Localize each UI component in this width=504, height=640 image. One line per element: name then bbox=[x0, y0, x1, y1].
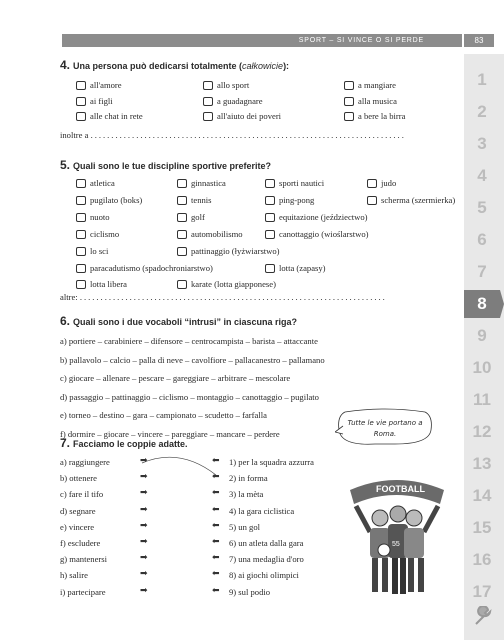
checkbox[interactable] bbox=[177, 280, 187, 289]
checkbox-option[interactable] bbox=[265, 229, 369, 239]
checkbox-option[interactable] bbox=[203, 111, 281, 121]
title-text: Quali sono le tue discipline sportive preferite? bbox=[73, 161, 272, 171]
question-number: 4. bbox=[60, 58, 71, 72]
checkbox[interactable] bbox=[76, 112, 86, 121]
checkbox[interactable] bbox=[265, 179, 275, 188]
checkbox[interactable] bbox=[76, 97, 86, 106]
tab-chapter-6[interactable]: 6 bbox=[477, 230, 487, 249]
match-right-item: 2) in forma bbox=[229, 473, 268, 484]
arrow-right-icon[interactable]: ➡ bbox=[140, 472, 148, 483]
option-label: canottaggio (wioślarstwo) bbox=[279, 229, 369, 239]
checkbox[interactable] bbox=[367, 196, 377, 205]
option-label: tennis bbox=[191, 195, 212, 205]
checkbox-option[interactable] bbox=[76, 96, 113, 106]
arrow-right-icon[interactable]: ➡ bbox=[140, 585, 148, 596]
question-7-title bbox=[60, 436, 188, 450]
tab-chapter-15[interactable]: 15 bbox=[472, 518, 492, 537]
option-label: ginnastica bbox=[191, 178, 226, 188]
option-label: lo sci bbox=[90, 246, 109, 256]
option-label: karate (lotta giapponese) bbox=[191, 279, 276, 289]
intruder-row: c) giocare – allenare – pescare – gareggiare – arbitrare – mescolare bbox=[60, 373, 291, 384]
tab-chapter-5[interactable]: 5 bbox=[477, 198, 487, 217]
fans-illustration-icon bbox=[340, 462, 452, 602]
intruder-row: a) portiere – carabiniere – difensore – centrocampista – barista – attaccante bbox=[60, 336, 318, 346]
option-label: judo bbox=[381, 178, 397, 188]
option-label: sporti nautici bbox=[279, 178, 325, 188]
checkbox[interactable] bbox=[265, 264, 275, 273]
match-left-item: d) segnare bbox=[60, 505, 96, 516]
arrow-right-icon[interactable]: ➡ bbox=[140, 537, 148, 547]
checkbox-option[interactable] bbox=[76, 80, 122, 90]
arrow-right-icon[interactable]: ➡ bbox=[140, 520, 148, 531]
other-label: altre: bbox=[60, 292, 78, 302]
checkbox[interactable] bbox=[76, 213, 86, 222]
title-translation: całkowicie bbox=[242, 61, 284, 71]
arrow-right-icon[interactable]: ➡ bbox=[140, 504, 148, 515]
checkbox[interactable] bbox=[177, 230, 187, 239]
q4-other-line bbox=[60, 130, 406, 140]
option-label: lotta (zapasy) bbox=[279, 263, 326, 273]
checkbox-option[interactable] bbox=[76, 263, 213, 273]
match-right-item: 1) per la squadra azzurra bbox=[229, 457, 314, 467]
checkbox[interactable] bbox=[344, 81, 354, 90]
checkbox-option[interactable] bbox=[177, 212, 205, 222]
tab-chapter-8[interactable]: 8 bbox=[464, 290, 500, 318]
arrow-left-icon[interactable]: ⬅ bbox=[212, 504, 220, 515]
checkbox-option[interactable] bbox=[344, 80, 396, 90]
checkbox-option[interactable] bbox=[265, 212, 368, 222]
option-label: a mangiare bbox=[358, 80, 396, 90]
checkbox-option[interactable] bbox=[76, 229, 119, 239]
tab-chapter-4[interactable]: 4 bbox=[477, 166, 487, 185]
option-label: pattinaggio (łyżwiarstwo) bbox=[191, 246, 280, 256]
match-left-item: g) mantenersi bbox=[60, 554, 108, 565]
checkbox[interactable] bbox=[265, 230, 275, 239]
checkbox-option[interactable] bbox=[203, 80, 249, 90]
match-left-item: a) raggiungere bbox=[60, 457, 110, 467]
title-text: Una persona può dedicarsi totalmente ( bbox=[73, 61, 243, 71]
checkbox-option[interactable] bbox=[265, 195, 314, 205]
intruder-row: e) torneo – destino – gara – campionato – scudetto – farfalla bbox=[60, 410, 267, 421]
checkbox[interactable] bbox=[76, 264, 86, 273]
checkbox[interactable] bbox=[76, 81, 86, 90]
tab-chapter-11[interactable]: 11 bbox=[473, 390, 491, 409]
match-right-item: 8) ai giochi olimpici bbox=[229, 570, 299, 581]
option-label: a bere la birra bbox=[358, 111, 406, 121]
checkbox[interactable] bbox=[344, 112, 354, 121]
checkbox[interactable] bbox=[76, 280, 86, 289]
option-label: all'amore bbox=[90, 80, 122, 90]
checkbox[interactable] bbox=[203, 112, 213, 121]
speech-bubble-text: Tutte le vie portano a Roma. bbox=[347, 419, 423, 438]
tab-chapter-3[interactable]: 3 bbox=[477, 134, 487, 153]
checkbox-option[interactable] bbox=[177, 195, 212, 205]
intruder-row: b) pallavolo – calcio – palla di neve – cavolfiore – pallacanestro – pallamano bbox=[60, 354, 325, 365]
tab-chapter-17[interactable]: 17 bbox=[472, 582, 492, 601]
checkbox[interactable] bbox=[76, 179, 86, 188]
option-label: ciclismo bbox=[90, 229, 120, 239]
checkbox[interactable] bbox=[76, 196, 86, 205]
checkbox-option[interactable] bbox=[76, 178, 115, 188]
checkbox[interactable] bbox=[265, 196, 275, 205]
checkbox-option[interactable] bbox=[76, 212, 110, 222]
checkbox-option[interactable] bbox=[265, 263, 326, 273]
option-label: nuoto bbox=[90, 212, 110, 222]
match-left-item: c) fare il tifo bbox=[60, 489, 104, 500]
option-label: paracadutismo (spadochroniarstwo) bbox=[90, 263, 213, 273]
arrow-left-icon[interactable]: ⬅ bbox=[212, 537, 220, 547]
checkbox-option[interactable] bbox=[177, 229, 243, 239]
arrow-right-icon[interactable]: ➡ bbox=[140, 488, 148, 499]
tab-chapter-2[interactable]: 2 bbox=[477, 102, 487, 121]
tab-chapter-7[interactable]: 7 bbox=[477, 262, 487, 281]
checkbox[interactable] bbox=[177, 196, 187, 205]
checkbox[interactable] bbox=[265, 213, 275, 222]
checkbox[interactable] bbox=[203, 81, 213, 90]
arrow-left-icon[interactable]: ⬅ bbox=[212, 585, 220, 596]
question-number: 6. bbox=[60, 314, 71, 328]
tab-chapter-12[interactable]: 12 bbox=[472, 422, 492, 441]
arrow-left-icon[interactable]: ⬅ bbox=[212, 472, 220, 483]
match-left-item: i) partecipare bbox=[60, 586, 106, 597]
arrow-left-icon[interactable]: ⬅ bbox=[212, 553, 220, 564]
other-label: inoltre a bbox=[60, 130, 89, 140]
fill-in-dots[interactable]: .......................................................................... bbox=[79, 292, 387, 302]
option-label: lotta libera bbox=[90, 279, 127, 289]
checkbox-option[interactable] bbox=[177, 178, 226, 188]
tab-chapter-1[interactable]: 1 bbox=[477, 70, 487, 89]
title-text: Facciamo le coppie adatte. bbox=[73, 439, 188, 449]
question-6-title bbox=[60, 314, 297, 328]
match-left-item: e) vincere bbox=[60, 521, 95, 532]
chapter-header bbox=[62, 34, 462, 47]
checkbox-option[interactable] bbox=[344, 111, 405, 121]
option-label: automobilismo bbox=[191, 229, 243, 239]
q5-other-line bbox=[60, 292, 387, 302]
checkbox-option[interactable] bbox=[76, 279, 127, 289]
checkbox-option[interactable] bbox=[344, 96, 397, 106]
checkbox[interactable] bbox=[367, 179, 377, 188]
match-left-item: b) ottenere bbox=[60, 473, 97, 484]
checkbox[interactable] bbox=[344, 97, 354, 106]
option-label: ping-pong bbox=[279, 195, 315, 205]
banner-text: FOOTBALL bbox=[376, 484, 425, 494]
tab-chapter-9[interactable]: 9 bbox=[477, 326, 487, 345]
checkbox[interactable] bbox=[76, 230, 86, 239]
match-left-item: h) salire bbox=[60, 570, 88, 581]
checkbox-option[interactable] bbox=[367, 178, 396, 188]
option-label: golf bbox=[191, 212, 205, 222]
intruder-row: d) passaggio – pattinaggio – ciclismo – montaggio – canottaggio – pugilato bbox=[60, 391, 319, 402]
fill-in-dots[interactable]: ............................................................................ bbox=[90, 130, 406, 140]
checkbox-option[interactable] bbox=[76, 195, 142, 205]
wrench-icon[interactable] bbox=[472, 606, 494, 628]
checkbox[interactable] bbox=[177, 179, 187, 188]
checkbox-option[interactable] bbox=[76, 246, 108, 256]
arrow-right-icon[interactable]: ➡ bbox=[140, 553, 148, 564]
option-label: alle chat in rete bbox=[90, 111, 143, 121]
question-number: 7. bbox=[60, 436, 71, 450]
arrow-right-icon[interactable]: ➡ bbox=[140, 569, 148, 580]
checkbox[interactable] bbox=[177, 213, 187, 222]
arrow-left-icon[interactable]: ⬅ bbox=[212, 488, 220, 499]
page-number: 83 bbox=[464, 34, 494, 47]
option-label: all'aiuto dei poveri bbox=[217, 111, 282, 121]
checkbox[interactable] bbox=[203, 97, 213, 106]
option-label: equitazione (jeździectwo) bbox=[279, 212, 368, 222]
arrow-left-icon[interactable]: ⬅ bbox=[212, 569, 220, 580]
match-right-item: 9) sul podio bbox=[229, 586, 271, 597]
title-text-end: ): bbox=[283, 61, 290, 71]
match-right-item: 6) un atleta dalla gara bbox=[229, 538, 304, 548]
tab-chapter-13[interactable]: 13 bbox=[472, 454, 492, 473]
tab-chapter-16[interactable]: 16 bbox=[472, 550, 492, 569]
checkbox-option[interactable] bbox=[76, 111, 143, 121]
option-label: pugilato (boks) bbox=[90, 195, 143, 205]
match-right-item: 3) la mèta bbox=[229, 489, 264, 500]
chapter-tabs bbox=[464, 54, 504, 640]
checkbox-option[interactable] bbox=[367, 195, 455, 205]
option-label: allo sport bbox=[217, 80, 250, 90]
arrow-left-icon[interactable]: ⬅ bbox=[212, 456, 220, 466]
svg-text:55: 55 bbox=[392, 541, 400, 548]
chapter-title: SPORT – SI VINCE O SI PERDE bbox=[298, 37, 424, 44]
match-right-item: 7) una medaglia d'oro bbox=[229, 554, 304, 565]
tab-chapter-14[interactable]: 14 bbox=[472, 486, 492, 505]
title-text: Quali sono i due vocaboli “intrusi” in ciascuna riga? bbox=[73, 317, 298, 327]
option-label: a guadagnare bbox=[217, 96, 263, 106]
option-label: alla musica bbox=[358, 96, 397, 106]
checkbox-option[interactable] bbox=[177, 246, 280, 256]
arrow-right-icon[interactable]: ➡ bbox=[140, 456, 148, 466]
match-right-item: 5) un gol bbox=[229, 521, 261, 532]
checkbox-option[interactable] bbox=[203, 96, 263, 106]
checkbox[interactable] bbox=[177, 247, 187, 256]
match-left-item: f) escludere bbox=[60, 538, 101, 548]
intruder-row: f) dormire – giocare – vincere – pareggiare – mancare – perdere bbox=[60, 429, 280, 439]
tab-chapter-10[interactable]: 10 bbox=[472, 358, 492, 377]
question-5-title bbox=[60, 158, 271, 172]
option-label: scherma (szermierka) bbox=[381, 195, 456, 205]
arrow-left-icon[interactable]: ⬅ bbox=[212, 520, 220, 531]
option-label: atletica bbox=[90, 178, 115, 188]
match-right-item: 4) la gara ciclistica bbox=[229, 505, 295, 516]
example-connector-line bbox=[140, 453, 220, 481]
checkbox-option[interactable] bbox=[177, 279, 276, 289]
option-label: ai figli bbox=[90, 96, 113, 106]
checkbox-option[interactable] bbox=[265, 178, 324, 188]
checkbox[interactable] bbox=[76, 247, 86, 256]
question-4-title bbox=[60, 58, 289, 72]
question-number: 5. bbox=[60, 158, 71, 172]
